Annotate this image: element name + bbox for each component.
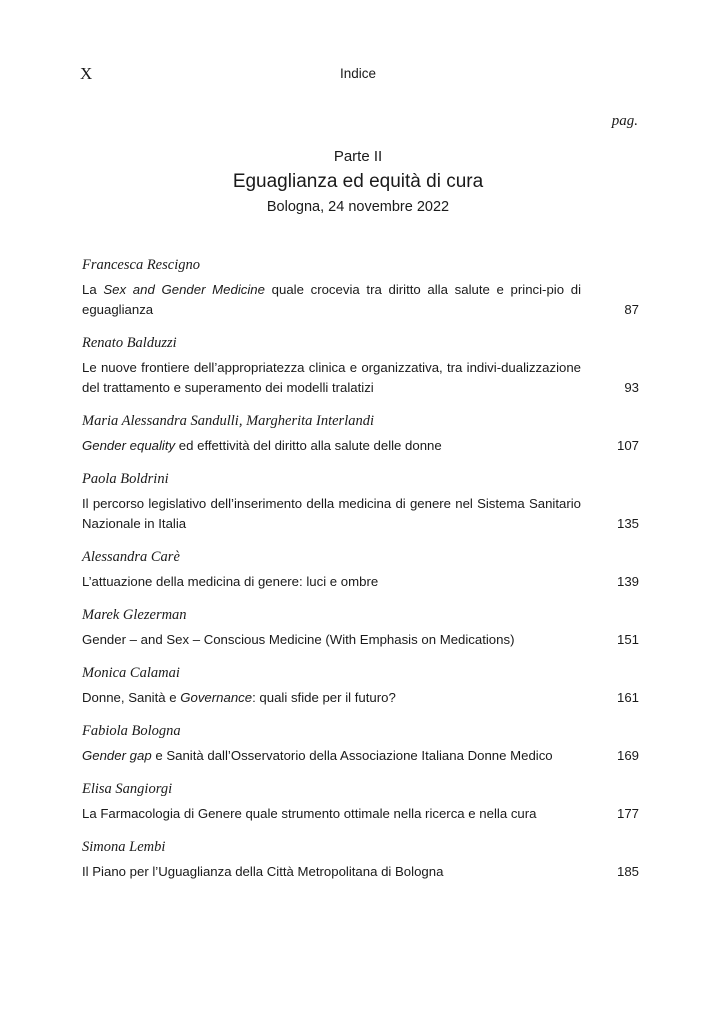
toc-page-number: 93 [624, 380, 639, 395]
toc-title-italic-segment: Sex and Gender Medicine [103, 282, 265, 297]
toc-author: Francesca Rescigno [82, 257, 200, 273]
toc-line [82, 804, 639, 824]
running-head: Indice [339, 66, 377, 81]
toc-line [82, 436, 639, 456]
toc-author: Paola Boldrini [82, 471, 169, 487]
toc-title-segment: quale crocevia tra diritto alla salute e princi-pio di eguaglianza [82, 282, 582, 317]
toc-title-segment: Il Piano per l’Uguaglianza della Città Metropolitana di Bologna [82, 864, 444, 879]
toc-author: Simona Lembi [82, 839, 166, 855]
toc-page-number: 87 [624, 302, 639, 317]
toc-page-number: 135 [616, 516, 639, 531]
toc-title-segment: ed effettività del diritto alla salute delle donne [175, 438, 442, 453]
toc-line [82, 358, 639, 398]
toc-entry[interactable] [82, 411, 639, 456]
toc-page-number: 139 [616, 574, 639, 589]
toc-title-segment: La Farmacologia di Genere quale strumento ottimale nella ricerca e nella cura [82, 806, 537, 821]
toc-author: Monica Calamai [82, 665, 180, 681]
toc-author: Renato Balduzzi [82, 335, 177, 351]
toc-title-italic-segment: Gender equality [82, 438, 176, 453]
toc-page-number: 169 [616, 748, 639, 763]
toc-title[interactable] [82, 804, 611, 824]
part-place-date: Bologna, 24 novembre 2022 [266, 199, 450, 215]
toc-title-segment: Gender – and Sex – Conscious Medicine (With Emphasis on Medications) [82, 632, 515, 647]
toc-title-italic-segment: Gender gap [82, 748, 152, 763]
toc-page-number: 107 [616, 438, 639, 453]
toc-entry[interactable] [82, 721, 639, 766]
part-label: Parte II [333, 148, 383, 165]
toc-page-number: 151 [616, 632, 639, 647]
toc-line [82, 572, 639, 592]
toc-title-segment: Il percorso legislativo dell’inserimento della medicina di genere nel Sistema Sanitario Nazionale in Italia [82, 496, 581, 531]
toc-title[interactable] [82, 494, 611, 534]
toc-line [82, 280, 639, 320]
toc-author: Fabiola Bologna [82, 723, 181, 739]
toc-author: Maria Alessandra Sandulli, Margherita Interlandi [82, 413, 375, 429]
toc-line [82, 494, 639, 534]
table-of-contents [82, 255, 639, 895]
part-heading [0, 146, 716, 218]
toc-page-number: 161 [616, 690, 639, 705]
toc-entry[interactable] [82, 779, 639, 824]
toc-entry[interactable] [82, 837, 639, 882]
toc-title-italic-segment: Governance [180, 690, 253, 705]
toc-line [82, 688, 639, 708]
toc-title[interactable] [82, 436, 611, 456]
toc-title[interactable] [82, 630, 611, 650]
toc-title[interactable] [82, 572, 611, 592]
page-number: X [80, 64, 93, 83]
part-title: Eguaglianza ed equità di cura [232, 171, 484, 192]
toc-line [82, 862, 639, 882]
toc-entry[interactable] [82, 547, 639, 592]
toc-title-segment: Donne, Sanità e [82, 690, 181, 705]
toc-page-number: 177 [616, 806, 639, 821]
toc-title[interactable] [82, 280, 611, 320]
toc-title-segment: Le nuove frontiere dell’appropriatezza clinica e organizzativa, tra indivi-dualizzazione del trattamento e superamento dei modelli tralatizi [82, 360, 581, 395]
toc-entry[interactable] [82, 605, 639, 650]
toc-author: Elisa Sangiorgi [82, 781, 173, 797]
toc-title[interactable] [82, 688, 611, 708]
toc-title[interactable] [82, 746, 611, 766]
toc-page-number: 185 [616, 864, 639, 879]
toc-entry[interactable] [82, 255, 639, 320]
pag-column-label: pag. [611, 113, 638, 129]
toc-title[interactable] [82, 862, 611, 882]
toc-line [82, 630, 639, 650]
toc-title-segment: : quali sfide per il futuro? [252, 690, 396, 705]
toc-title[interactable] [82, 358, 611, 398]
toc-author: Alessandra Carè [82, 549, 180, 565]
toc-title-segment: L’attuazione della medicina di genere: luci e ombre [82, 574, 379, 589]
toc-entry[interactable] [82, 469, 639, 534]
toc-entry[interactable] [82, 333, 639, 398]
toc-title-segment: La [82, 282, 104, 297]
toc-title-segment: e Sanità dall’Osservatorio della Associazione Italiana Donne Medico [151, 748, 553, 763]
toc-entry[interactable] [82, 663, 639, 708]
toc-line [82, 746, 639, 766]
toc-author: Marek Glezerman [82, 607, 187, 623]
